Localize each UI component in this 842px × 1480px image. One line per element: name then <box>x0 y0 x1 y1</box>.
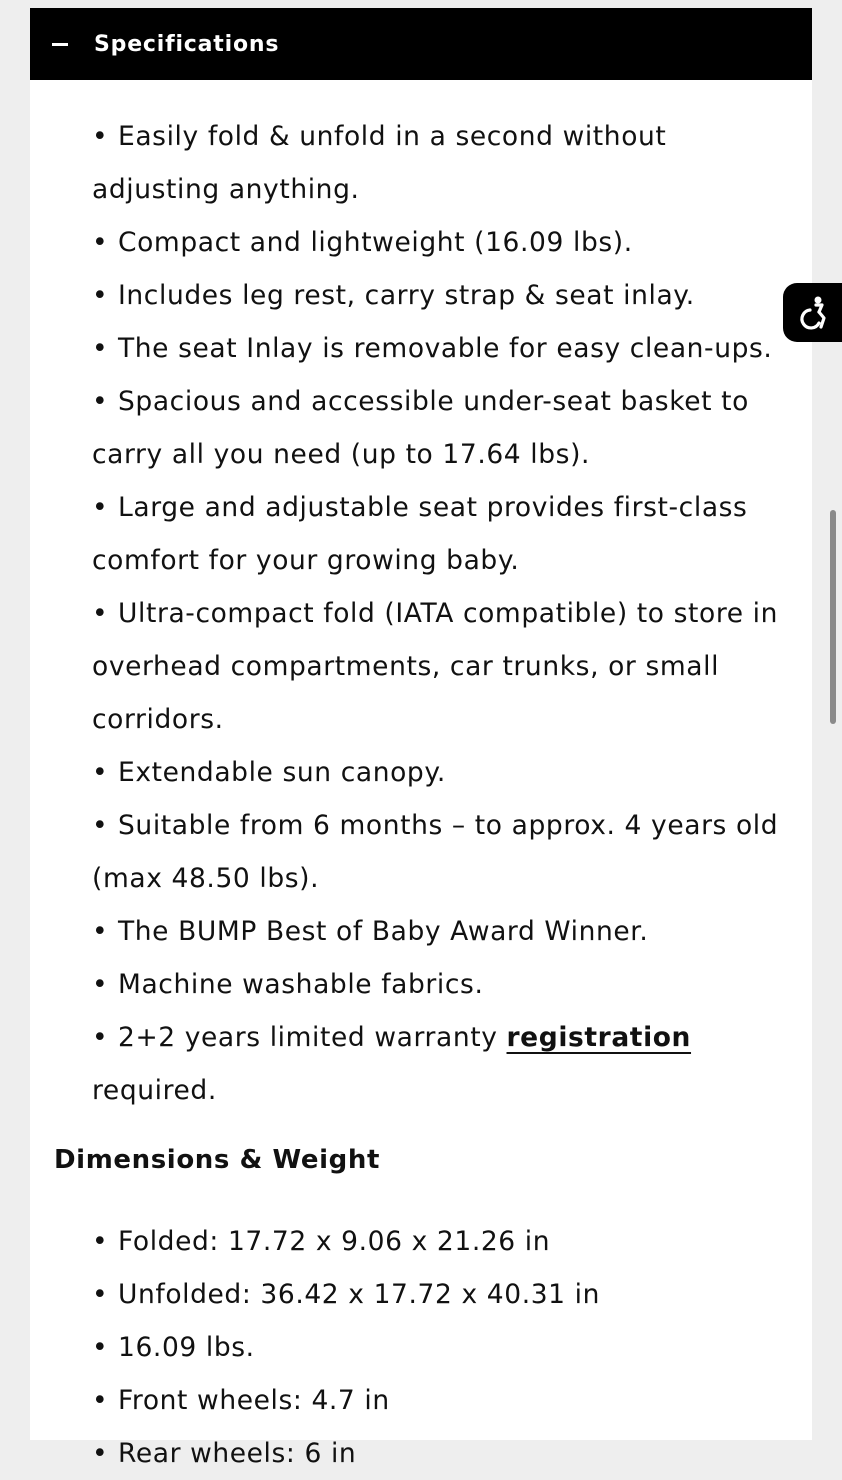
bullet-icon: • <box>92 916 109 947</box>
list-item: • 16.09 lbs. <box>92 1321 792 1374</box>
feature-list <box>54 110 792 1117</box>
list-item: • The BUMP Best of Baby Award Winner. <box>92 905 792 958</box>
specifications-panel <box>30 8 812 1469</box>
bullet-icon: • <box>92 1438 109 1469</box>
minus-icon <box>52 43 68 46</box>
bullet-icon: • <box>92 1385 109 1416</box>
accessibility-icon <box>795 295 831 331</box>
bullet-icon: • <box>92 386 109 417</box>
registration-link[interactable]: registration <box>506 1022 692 1053</box>
dimensions-list <box>54 1215 792 1480</box>
list-item: • Unfolded: 36.42 x 17.72 x 40.31 in <box>92 1268 792 1321</box>
list-item: • Rear wheels: 6 in <box>92 1427 792 1480</box>
specifications-content <box>30 80 812 1480</box>
dimensions-heading: Dimensions & Weight <box>54 1145 380 1175</box>
list-item: • Compact and lightweight (16.09 lbs). <box>92 216 792 269</box>
specifications-accordion-header[interactable] <box>30 8 812 80</box>
accessibility-button[interactable] <box>783 283 842 342</box>
list-item: • Front wheels: 4.7 in <box>92 1374 792 1427</box>
bullet-icon: • <box>92 598 109 629</box>
accordion-title: Specifications <box>94 31 280 57</box>
bullet-icon: • <box>92 1332 109 1363</box>
list-item: • Easily fold & unfold in a second without adjusting anything. <box>92 110 792 216</box>
bullet-icon: • <box>92 757 109 788</box>
bullet-icon: • <box>92 227 109 258</box>
list-item: • Folded: 17.72 x 9.06 x 21.26 in <box>92 1215 792 1268</box>
list-item: • Spacious and accessible under-seat basket to carry all you need (up to 17.64 lbs). <box>92 375 792 481</box>
list-item: • Ultra-compact fold (IATA compatible) to store in overhead compartments, car trunks, or small corridors. <box>92 587 792 746</box>
list-item: • Machine washable fabrics. <box>92 958 792 1011</box>
bullet-icon: • <box>92 492 109 523</box>
scrollbar-thumb[interactable] <box>830 510 836 724</box>
bullet-icon: • <box>92 969 109 1000</box>
bullet-icon: • <box>92 333 109 364</box>
bullet-icon: • <box>92 1226 109 1257</box>
list-item: • Includes leg rest, carry strap & seat inlay. <box>92 269 792 322</box>
bullet-icon: • <box>92 810 109 841</box>
list-item: • Suitable from 6 months – to approx. 4 years old (max 48.50 lbs). <box>92 799 792 905</box>
bullet-icon: • <box>92 121 109 152</box>
bullet-icon: • <box>92 280 109 311</box>
list-item: • Large and adjustable seat provides first-class comfort for your growing baby. <box>92 481 792 587</box>
list-item: • Extendable sun canopy. <box>92 746 792 799</box>
bullet-icon: • <box>92 1279 109 1310</box>
bullet-icon: • <box>92 1022 109 1053</box>
warranty-item: • 2+2 years limited warranty registration required. <box>92 1011 792 1117</box>
list-item: • The seat Inlay is removable for easy clean-ups. <box>92 322 792 375</box>
